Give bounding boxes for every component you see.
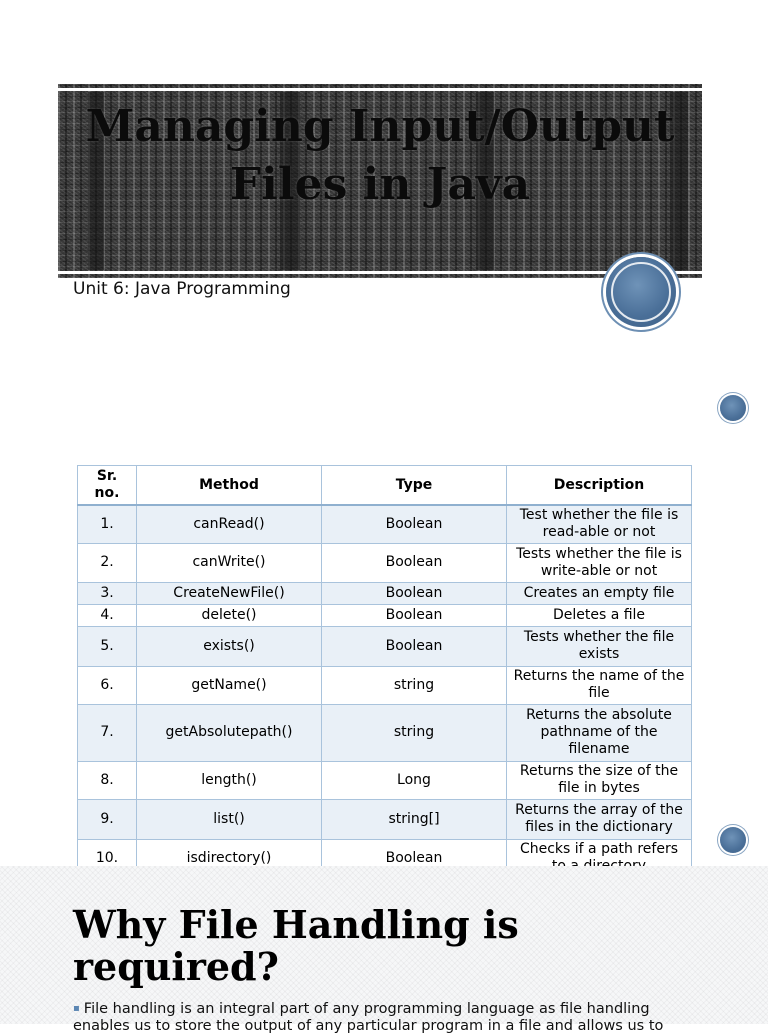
cell-type: Boolean xyxy=(322,839,507,877)
cell-no: 10. xyxy=(78,839,137,877)
cell-no: 2. xyxy=(78,543,137,582)
cell-no: 7. xyxy=(78,704,137,761)
header-type: Type xyxy=(322,466,507,506)
cell-type: string xyxy=(322,704,507,761)
cell-type: Boolean xyxy=(322,626,507,666)
cell-type: Boolean xyxy=(322,604,507,626)
cell-description: Returns the absolute pathname of the filename xyxy=(507,704,692,761)
table-row xyxy=(78,799,692,839)
header-description: Description xyxy=(507,466,692,506)
cell-method: canWrite() xyxy=(137,543,322,582)
why-file-handling-slide xyxy=(0,866,768,1034)
decorative-dot-icon xyxy=(720,395,746,421)
file-methods-table xyxy=(77,465,692,878)
bullet-item xyxy=(73,1000,703,1035)
cell-no: 5. xyxy=(78,626,137,666)
cell-type: string xyxy=(322,666,507,704)
bullet-square-icon: ▪ xyxy=(73,1003,80,1014)
bullet-text: File handling is an integral part of any programming language as file handling enables us to store the output of any particular program in a file and allows us to xyxy=(73,1001,664,1034)
title-slide xyxy=(0,0,768,430)
table-header-row xyxy=(78,466,692,506)
cell-no: 3. xyxy=(78,582,137,604)
cell-type: Boolean xyxy=(322,543,507,582)
slide-subtitle: Unit 6: Java Programming xyxy=(73,279,291,299)
cell-description: Returns the size of the file in bytes xyxy=(507,761,692,799)
cell-method: getAbsolutepath() xyxy=(137,704,322,761)
table-row xyxy=(78,604,692,626)
cell-method: delete() xyxy=(137,604,322,626)
slide-title: Managing Input/Output Files in Java xyxy=(85,101,675,210)
cell-method: length() xyxy=(137,761,322,799)
cell-description: Tests whether the file exists xyxy=(507,626,692,666)
cell-type: Long xyxy=(322,761,507,799)
cell-type: Boolean xyxy=(322,582,507,604)
table-row xyxy=(78,704,692,761)
banner-stripe-bottom xyxy=(58,271,702,274)
cell-description: Deletes a file xyxy=(507,604,692,626)
table-row xyxy=(78,505,692,543)
header-method: Method xyxy=(137,466,322,506)
cell-method: isdirectory() xyxy=(137,839,322,877)
banner-stripe-top xyxy=(58,88,702,91)
table-row xyxy=(78,666,692,704)
slide-heading: Why File Handling is required? xyxy=(73,902,519,989)
cell-description: Creates an empty file xyxy=(507,582,692,604)
cell-description: Checks if a path refers xyxy=(507,839,692,877)
decorative-dot-icon xyxy=(720,827,746,853)
cell-description: Returns the name of the file xyxy=(507,666,692,704)
cell-type: string[] xyxy=(322,799,507,839)
cell-method: getName() xyxy=(137,666,322,704)
cell-method: canRead() xyxy=(137,505,322,543)
cell-no: 9. xyxy=(78,799,137,839)
decorative-circle-icon xyxy=(606,257,676,327)
header-sr-no: Sr. no. xyxy=(78,466,137,506)
table-row xyxy=(78,626,692,666)
cell-description: Tests whether the file is write-able or not xyxy=(507,543,692,582)
cell-no: 1. xyxy=(78,505,137,543)
cell-no: 6. xyxy=(78,666,137,704)
cell-no: 4. xyxy=(78,604,137,626)
cell-no: 8. xyxy=(78,761,137,799)
cell-description: Test whether the file is read-able or not xyxy=(507,505,692,543)
cell-description: Returns the array of the files in the dictionary xyxy=(507,799,692,839)
table-row xyxy=(78,761,692,799)
cell-method: CreateNewFile() xyxy=(137,582,322,604)
cell-method: exists() xyxy=(137,626,322,666)
methods-table-slide xyxy=(0,430,768,870)
cell-method: list() xyxy=(137,799,322,839)
table-row xyxy=(78,543,692,582)
cell-type: Boolean xyxy=(322,505,507,543)
table-row xyxy=(78,582,692,604)
